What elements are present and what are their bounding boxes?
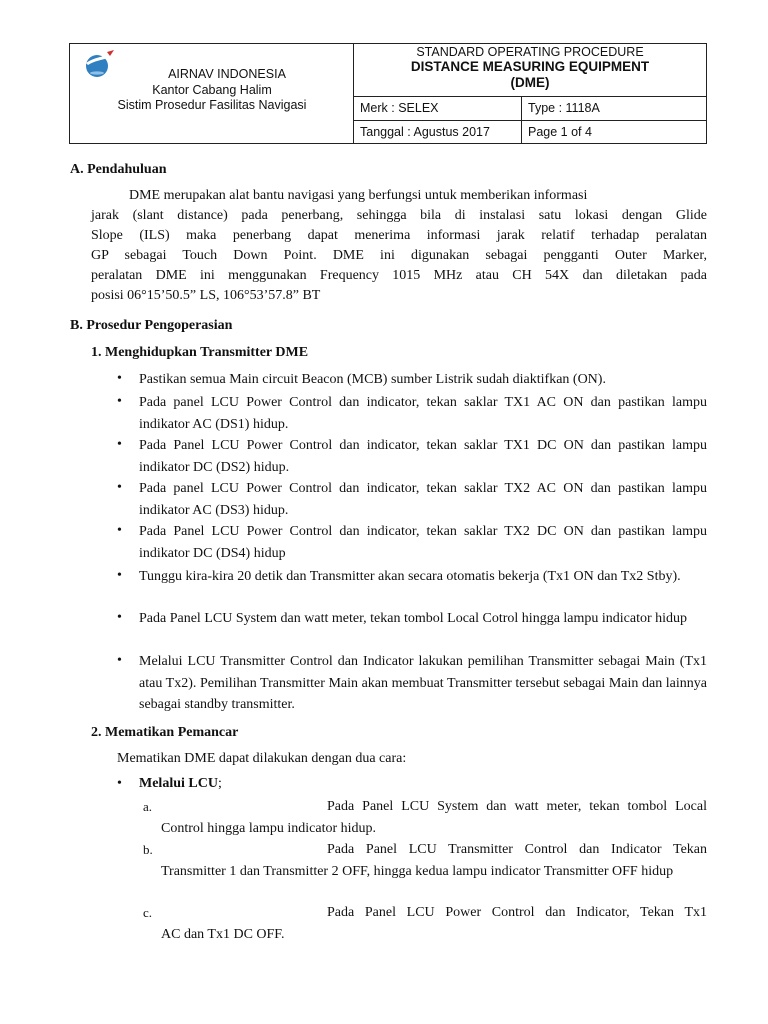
- sop-label: STANDARD OPERATING PROCEDURE: [416, 45, 644, 59]
- step-item: Pada panel LCU Power Control dan indicator, tekan saklar TX2 AC ON dan pastikan lampu indikator AC (DS3) hidup.: [139, 481, 707, 518]
- type-field: Type : 1118A: [522, 97, 706, 121]
- step-item: Tunggu kira-kira 20 detik dan Transmitter akan secara otomatis bekerja (Tx1 ON dan Tx2 Stby).: [139, 569, 681, 584]
- bullet-icon: •: [117, 776, 122, 791]
- intro-line-3: Slope (ILS) maka penerbang dapat menerima informasi jarak relatif terhadap peralatan: [91, 228, 707, 243]
- step-item: Pastikan semua Main circuit Beacon (MCB) sumber Listrik sudah diaktifkan (ON).: [139, 372, 606, 387]
- shutdown-step-rest: Control hingga lampu indicator hidup.: [161, 820, 377, 836]
- branch-name: Kantor Cabang Halim: [152, 82, 272, 97]
- system-name: Sistim Prosedur Fasilitas Navigasi: [117, 98, 307, 112]
- shutdown-step: [161, 902, 707, 945]
- date-field: Tanggal : Agustus 2017: [354, 121, 522, 143]
- intro-line-5: peralatan DME ini menggunakan Frequency 1015 MHz atau CH 54X dan diletakan pada: [91, 268, 707, 283]
- sop-header-table: [69, 43, 707, 144]
- method-lcu-title: Melalui LCU: [139, 776, 218, 791]
- document-title: DISTANCE MEASURING EQUIPMENT: [410, 59, 650, 74]
- bullet-icon: •: [117, 568, 122, 583]
- method-lcu-punct: ;: [217, 776, 222, 791]
- intro-line-4: GP sebagai Touch Down Point. DME ini digunakan sebagai pengganti Outer Marker,: [91, 248, 707, 263]
- section-b-heading: B. Prosedur Pengoperasian: [70, 318, 233, 333]
- intro-line-2: jarak (slant distance) pada penerbang, sehingga bila di instalasi satu lokasi dengan Glide: [91, 208, 707, 223]
- step-item: Pada Panel LCU System dan watt meter, tekan tombol Local Cotrol hingga lampu indicator hidup: [139, 611, 688, 626]
- shutdown-step-line1: Pada Panel LCU Power Control dan Indicator, Tekan Tx1: [327, 905, 707, 920]
- procedure-info-cell: [354, 44, 706, 143]
- step-marker: b.: [143, 842, 153, 857]
- method-lcu-label: [139, 774, 222, 794]
- bullet-icon: •: [117, 371, 122, 386]
- shutdown-intro: Mematikan DME dapat dilakukan dengan dua cara:: [117, 751, 407, 766]
- step-item: Melalui LCU Transmitter Control dan Indicator lakukan pemilihan Transmitter sebagai Main (Tx1 atau Tx2). Pemilihan Transmitter Main akan membuat Transmitter tersebut sebagai Main dan lainnya sebagai standby transmitter.: [139, 654, 707, 712]
- shutdown-step-rest: Transmitter 1 dan Transmitter 2 OFF, hingga kedua lampu indicator Transmitter OFF hidup: [161, 863, 674, 879]
- bullet-icon: •: [117, 480, 122, 495]
- shutdown-step-rest: AC dan Tx1 DC OFF.: [161, 926, 285, 942]
- organization-cell: [70, 44, 354, 143]
- bullet-icon: •: [117, 610, 122, 625]
- shutdown-step-line1: Pada Panel LCU System dan watt meter, tekan tombol Local: [327, 799, 707, 814]
- section-a-heading: A. Pendahuluan: [70, 162, 167, 177]
- subsection-2-heading: 2. Mematikan Pemancar: [91, 725, 239, 740]
- step-item: Pada Panel LCU Power Control dan indicator, tekan saklar TX2 DC ON dan pastikan lampu indikator DC (DS4) hidup: [139, 524, 707, 561]
- shutdown-step-line1: Pada Panel LCU Transmitter Control dan Indicator Tekan: [327, 842, 707, 857]
- org-name: AIRNAV INDONESIA: [168, 67, 286, 81]
- intro-line-1: DME merupakan alat bantu navigasi yang berfungsi untuk memberikan informasi: [129, 188, 588, 203]
- step-marker: a.: [143, 799, 153, 814]
- bullet-icon: •: [117, 437, 122, 452]
- step-marker: c.: [143, 905, 153, 920]
- step-item: Pada panel LCU Power Control dan indicator, tekan saklar TX1 AC ON dan pastikan lampu indikator AC (DS1) hidup.: [139, 395, 707, 432]
- document-title-abbrev: (DME): [510, 75, 550, 90]
- step-item: Pada Panel LCU Power Control dan indicator, tekan saklar TX1 DC ON dan pastikan lampu indikator DC (DS2) hidup.: [139, 438, 707, 475]
- organization-info: [70, 67, 354, 114]
- page-number: Page 1 of 4: [528, 125, 592, 139]
- bullet-icon: •: [117, 394, 122, 409]
- bullet-icon: •: [117, 653, 122, 668]
- bullet-icon: •: [117, 523, 122, 538]
- intro-line-6: posisi 06°15’50.5” LS, 106°53’57.8” BT: [91, 288, 321, 303]
- sop-title-block: [354, 44, 706, 97]
- subsection-1-heading: 1. Menghidupkan Transmitter DME: [91, 345, 309, 360]
- merk-field: Merk : SELEX: [354, 97, 522, 121]
- shutdown-step: [161, 839, 707, 882]
- shutdown-step: [161, 796, 707, 839]
